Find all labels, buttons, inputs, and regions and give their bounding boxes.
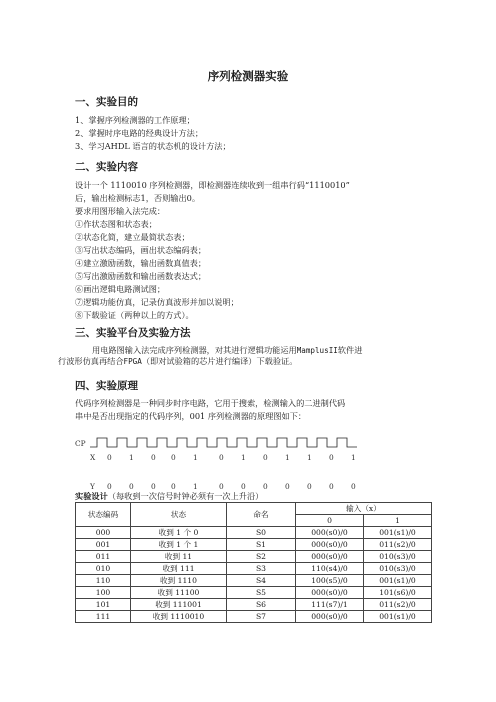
platform-text: （即对试验箱的芯片进行编译）下载验证。 <box>141 356 298 366</box>
device-name: FPGA <box>123 357 142 366</box>
cp-label: CP <box>75 439 86 448</box>
table-cell: 001(s1)/0 <box>364 611 432 623</box>
content-step: ④建立激励函数，输出函数真值表； <box>75 258 207 268</box>
table-cell: 011(s2)/0 <box>364 599 432 611</box>
table-cell: 110(s4)/0 <box>296 563 364 575</box>
table-cell: 收到 1 个 0 <box>131 527 227 539</box>
table-row <box>76 551 432 563</box>
y-value: 0 <box>351 482 356 491</box>
state-design-heading: 实验设计 <box>75 491 108 501</box>
header-cell: 0 <box>296 515 364 527</box>
platform-text: 用电路图输入法完成序列检测器，对其进行逻辑功能运用 <box>92 345 297 355</box>
content-step: ⑤写出激励函数和输出函数表达式； <box>75 271 207 281</box>
x-sequence <box>107 453 356 462</box>
clock-waveform <box>90 438 357 447</box>
table-cell: 000(s0)/0 <box>296 587 364 599</box>
table-cell: 101(s6)/0 <box>364 587 432 599</box>
purpose-item: 3、学习AHDL 语言的状态机的设计方法； <box>75 141 231 151</box>
y-value: 0 <box>263 482 268 491</box>
y-value: 0 <box>329 482 334 491</box>
platform-paragraph <box>58 345 435 367</box>
principle-paragraph: 串中是否出现指定的代码序列，001 序列检测器的原理图如下： <box>75 411 307 421</box>
state-design-title <box>75 491 263 501</box>
x-value: 0 <box>329 453 334 462</box>
table-header-row <box>76 503 432 515</box>
table-cell: S1 <box>227 539 296 551</box>
purpose-item: 1、掌握序列检测器的工作原理； <box>75 115 195 125</box>
y-value: 0 <box>151 482 156 491</box>
software-name: MamplusII <box>296 346 338 355</box>
table-cell: 收到 111001 <box>131 599 227 611</box>
x-value: 0 <box>219 453 224 462</box>
content-step: ⑥画出逻辑电路测试图； <box>75 284 166 294</box>
x-value: 1 <box>285 453 290 462</box>
header-cell: 输入（x） <box>296 503 432 515</box>
y-value: 0 <box>219 482 224 491</box>
y-value: 0 <box>307 482 312 491</box>
table-cell: 000 <box>76 527 131 539</box>
header-cell: 状态编码 <box>76 503 131 527</box>
y-value: 0 <box>285 482 290 491</box>
x-value: 1 <box>241 453 246 462</box>
platform-text: 软件进 <box>337 345 363 355</box>
table-cell: 001(s1)/0 <box>364 527 432 539</box>
x-value: 1 <box>129 453 134 462</box>
table-cell: 111(s7)/1 <box>296 599 364 611</box>
section-heading-purpose: 一、实验目的 <box>75 96 138 108</box>
document-title: 序列检测器实验 <box>207 69 289 83</box>
content-paragraph: 后，输出检测标志1，否则输出0。 <box>75 193 201 203</box>
table-cell: 000(s0)/0 <box>296 551 364 563</box>
content-paragraph: 要求用图形输入法完成： <box>75 206 166 216</box>
y-value: 0 <box>171 482 176 491</box>
x-label: X <box>90 453 96 462</box>
table-cell: 000(s0)/0 <box>296 527 364 539</box>
table-row <box>76 599 432 611</box>
header-cell: 1 <box>364 515 432 527</box>
x-value: 1 <box>351 453 356 462</box>
table-cell: 010 <box>76 563 131 575</box>
content-step: ⑧下载验证（两种以上的方式）。 <box>75 310 194 320</box>
state-table <box>75 502 432 623</box>
table-row <box>76 563 432 575</box>
section-heading-content: 二、实验内容 <box>75 161 138 173</box>
table-row <box>76 587 432 599</box>
table-row <box>76 575 432 587</box>
table-cell: 收到 11100 <box>131 587 227 599</box>
header-cell: 命名 <box>227 503 296 527</box>
x-value: 0 <box>171 453 176 462</box>
principle-paragraph: 代码序列检测器是一种同步时序电路，它用于搜索，检测输入的二进制代码 <box>75 398 346 408</box>
y-value: 0 <box>129 482 134 491</box>
table-row <box>76 539 432 551</box>
x-value: 1 <box>193 453 198 462</box>
table-cell: 101 <box>76 599 131 611</box>
x-value: 0 <box>107 453 112 462</box>
content-paragraph: 设计一个 1110010 序列检测器，即检测器连续收到一组串行码“1110010” <box>75 180 350 190</box>
table-cell: 收到 1110 <box>131 575 227 587</box>
header-cell: 状态 <box>131 503 227 527</box>
table-cell: S5 <box>227 587 296 599</box>
state-design-note: （每收到一次信号时钟必须有一次上升沿） <box>107 491 264 501</box>
content-step: ③写出状态编码，画出状态编码表； <box>75 245 207 255</box>
y-sequence <box>107 482 356 491</box>
content-step: ②状态化简，建立最简状态表； <box>75 232 190 242</box>
table-cell: 110 <box>76 575 131 587</box>
table-cell: 000(s0)/0 <box>296 611 364 623</box>
y-value: 0 <box>107 482 112 491</box>
x-value: 1 <box>307 453 312 462</box>
table-row <box>76 527 432 539</box>
table-cell: 收到 11 <box>131 551 227 563</box>
table-cell: 010(s3)/0 <box>364 551 432 563</box>
table-cell: 010(s3)/0 <box>364 563 432 575</box>
platform-text: 行波形仿真再结合 <box>58 356 124 366</box>
x-value: 0 <box>151 453 156 462</box>
content-step: ⑦逻辑功能仿真，记录仿真波形并加以说明； <box>75 297 239 307</box>
table-cell: 000(s0)/0 <box>296 539 364 551</box>
table-row <box>76 611 432 623</box>
table-cell: 100 <box>76 587 131 599</box>
table-cell: 100(s5)/0 <box>296 575 364 587</box>
table-cell: 001(s1)/0 <box>364 575 432 587</box>
timing-waveform <box>75 434 435 492</box>
x-value: 0 <box>263 453 268 462</box>
table-cell: 收到 1110010 <box>131 611 227 623</box>
table-cell: S0 <box>227 527 296 539</box>
state-table-body <box>76 527 432 623</box>
table-cell: 111 <box>76 611 131 623</box>
table-cell: 011 <box>76 551 131 563</box>
content-step: ①作状态图和状态表； <box>75 219 157 229</box>
table-cell: S4 <box>227 575 296 587</box>
table-cell: S2 <box>227 551 296 563</box>
y-value: 1 <box>193 482 198 491</box>
table-cell: S7 <box>227 611 296 623</box>
table-cell: 收到 111 <box>131 563 227 575</box>
y-label: Y <box>90 482 95 491</box>
section-heading-principle: 四、实验原理 <box>75 380 138 392</box>
table-cell: S3 <box>227 563 296 575</box>
table-cell: 001 <box>76 539 131 551</box>
section-heading-platform: 三、实验平台及实验方法 <box>75 327 191 339</box>
purpose-item: 2、掌握时序电路的经典设计方法； <box>75 128 204 138</box>
table-cell: 011(s2)/0 <box>364 539 432 551</box>
table-cell: 收到 1 个 1 <box>131 539 227 551</box>
table-cell: S6 <box>227 599 296 611</box>
y-value: 0 <box>241 482 246 491</box>
